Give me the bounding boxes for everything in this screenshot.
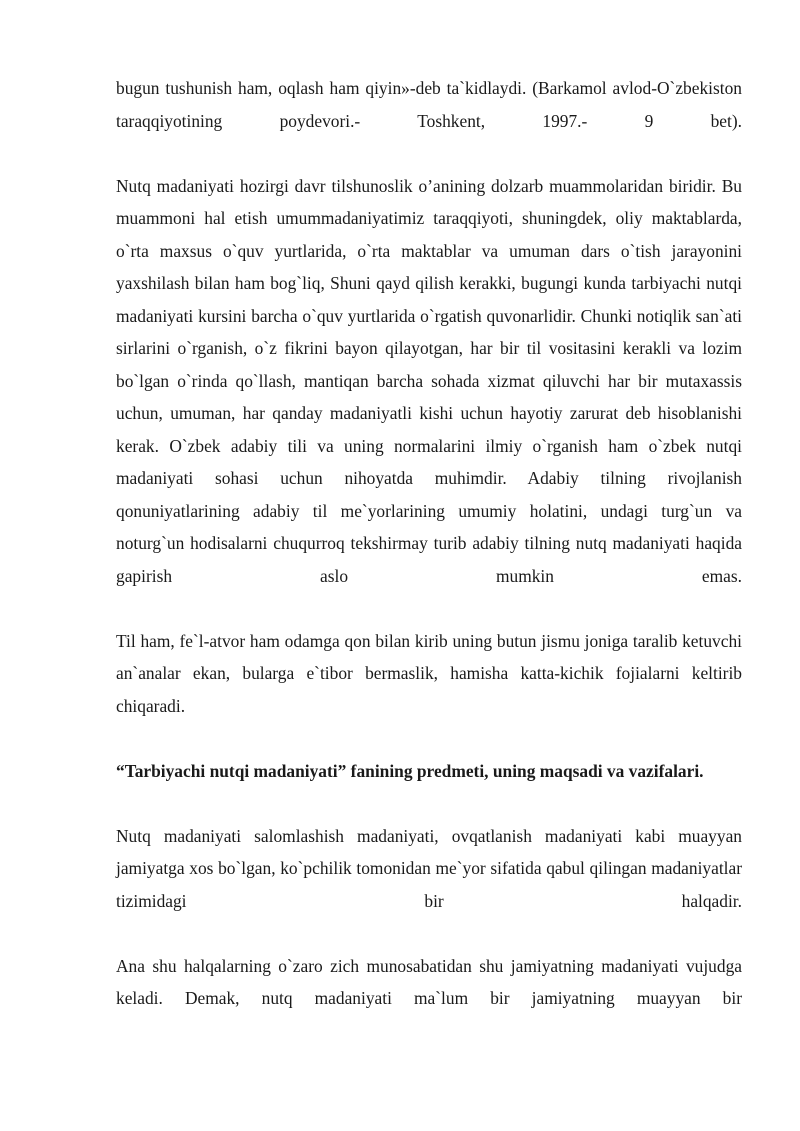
paragraph-citation: bugun tushunish ham, oqlash ham qiyin»-deb ta`kidlaydi. (Barkamol avlod-O`zbekiston taraqqiyotining poydevori.- Toshkent, 1997.- 9 bet). bbox=[116, 78, 742, 131]
paragraph-language-tradition: Til ham, fe`l-atvor ham odamga qon bilan kirib uning butun jismu joniga taralib ketuvchi an`analar ekan, bularga e`tibor bermaslik, hamisha katta-kichik fojialarni keltirib chiqaradi. bbox=[116, 630, 742, 716]
paragraph-speech-culture-relevance: Nutq madaniyati hozirgi davr tilshunoslik o’anining dolzarb muammolaridan biridir. Bu muammoni hal etish umummadaniyatimiz taraqqiyoti, shuningdek, oliy maktablarda, o`rta maxsus o`quv yurtlarida, o`rta maktablar va umuman dars o`tish jarayonini yaxshilash bilan ham bog`liq, Shuni qayd qilish kerakki, bugungi kunda tarbiyachi nutqi madaniyati kursini barcha o`quv yurtlarida o`rgatish quvonarlidir. Chunki notiqlik san`ati sirlarini o`rganish, o`z fikrini bayon qilayotgan, har bir til vositasini kerakli va lozim bo`lgan o`rinda qo`llash, mantiqan barcha sohada xizmat qiluvchi har bir mutaxassis uchun, umuman, har qanday madaniyatli kishi uchun hayotiy zarurat deb hisoblanishi kerak. O`zbek adabiy tili va uning normalarini ilmiy o`rganish ham o`zbek nutqi madaniyati sohasi uchun nihoyatda muhimdir. Adabiy tilning rivojlanish qonuniyatlarining adabiy til me`yorlarining umumiy holatini, undagi turg`un va noturg`un hodisalarni chuqurroq tekshirmay turib adabiy tilning nutq madaniyati haqida gapirish aslo mumkin emas. bbox=[116, 175, 742, 586]
paragraph-society-culture: Ana shu halqalarning o`zaro zich munosabatidan shu jamiyatning madaniyati vujudga keladi. Demak, nutq madaniyati ma`lum bir jamiyatning muayyan bir bbox=[116, 955, 742, 1008]
document-page bbox=[116, 72, 742, 1047]
section-heading: “Tarbiyachi nutqi madaniyati” fanining predmeti, uning maqsadi va vazifalari. bbox=[116, 760, 704, 781]
paragraph-culture-system: Nutq madaniyati salomlashish madaniyati, ovqatlanish madaniyati kabi muayyan jamiyatga xos bo`lgan, ko`pchilik tomonidan me`yor sifatida qabul qilingan madaniyatlar tizimidagi bir halqadir. bbox=[116, 825, 742, 911]
